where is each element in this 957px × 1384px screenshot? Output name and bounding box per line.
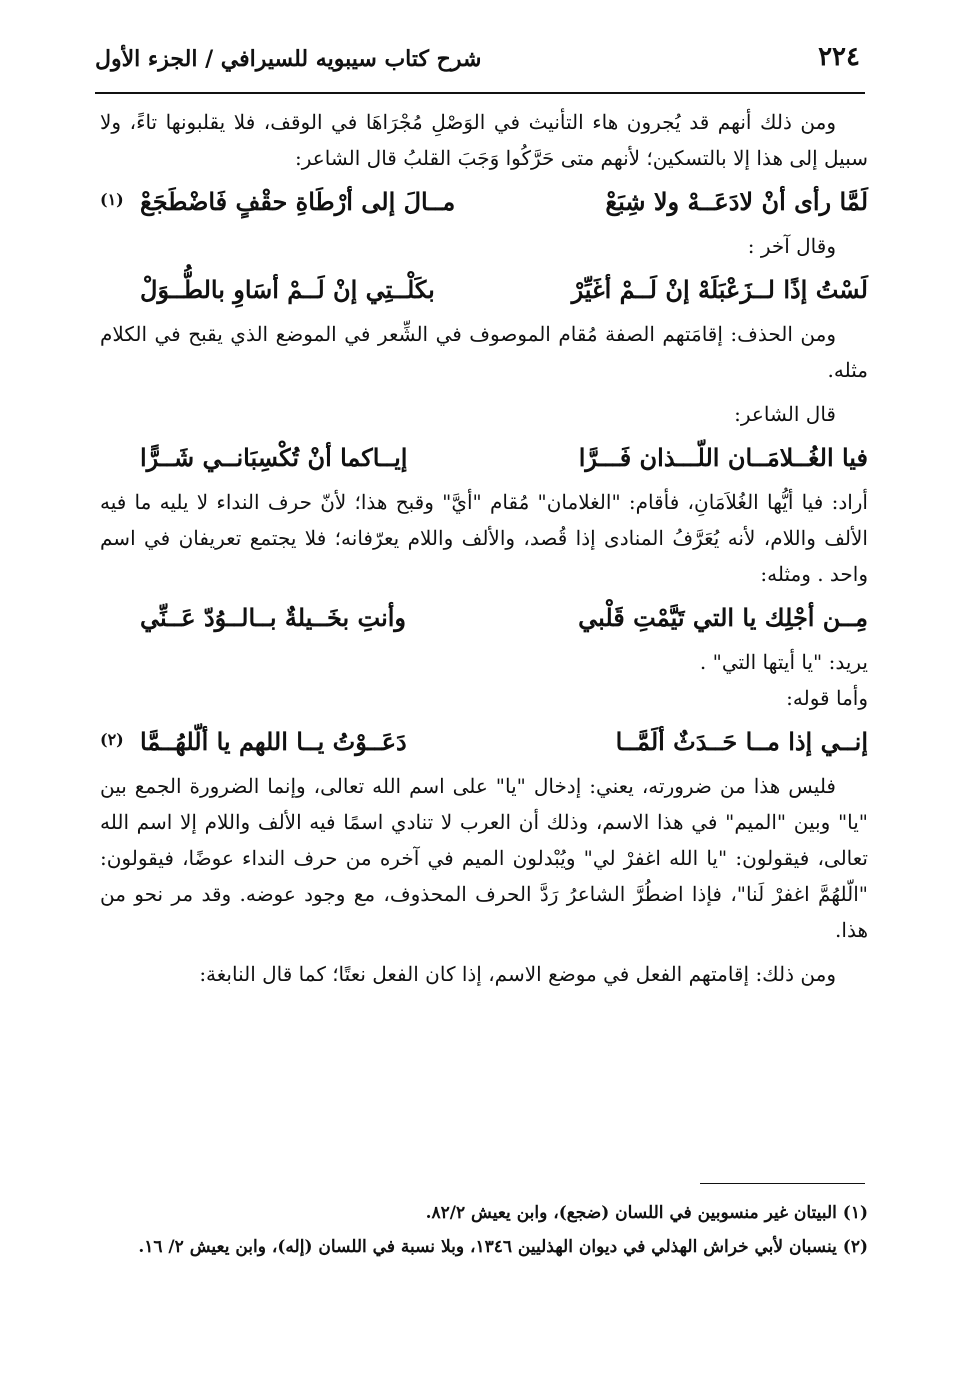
verse-2-hemistich-1: لَسْتُ إذًا لــزَعْبَلَهْ إنْ لَــمْ أغَيِّرْ xyxy=(571,275,868,304)
main-text xyxy=(100,104,868,992)
footnote-ref-2: (٢) xyxy=(100,730,124,749)
verse-5 xyxy=(100,716,868,768)
paragraph-2: وقال آخر : xyxy=(747,234,836,258)
verse-4-hemistich-1: مِــن أجْلِك يا التي تَيَّمْتِ قَلْبي xyxy=(578,603,868,632)
page-header xyxy=(95,36,865,86)
paragraph-8: فليس هذا من ضرورته، يعني: إدخال "يا" على اسم الله تعالى، وإنما الضرورة الجمع بين "يا" وبين "الميم" في هذا الاسم، وذلك أن العرب لا تنادي اسمًا فيه الألف واللام إلا اسم الله تعالى، فيقولون: "يا الله اغفرْ لي" ويُبْدلون الميم في آخره من حرف النداء عوضًا، فيقولون: "الّلهُمَّ اغفرْ لَنا"، فإذا اضطُرَّ الشاعرُ رَدَّ الحرف المحذوف، مع وجود عوضه. وقد مر نحو من هذا. xyxy=(100,774,868,942)
footnotes xyxy=(100,1196,868,1264)
paragraph-4: قال الشاعر: xyxy=(734,402,836,426)
paragraph-3: ومن الحذف: إقامَتهم الصفة مُقام الموصوف في الشِّعر في الموضع الذي يقبح في الكلام مثله. xyxy=(100,322,868,382)
verse-1-hemistich-2: مــالَ إلى أرْطَاةِ حقْفٍ فَاضْطَجَعْ xyxy=(140,187,456,216)
verse-2-hemistich-2: بكَلْــتِي إنْ لَــمْ أسَاوِ بالطُّــوَلْ xyxy=(140,275,435,304)
verse-2 xyxy=(100,264,868,316)
verse-4 xyxy=(100,592,868,644)
verse-3-hemistich-1: فيا الغُــلامَــان اللّـــذان فَـــرَّا xyxy=(578,443,868,472)
verse-4-hemistich-2: وأنتِ بخَــيلةٌ بــالــوُدّ عَــنِّي xyxy=(140,603,407,632)
running-title: شرح كتاب سيبويه للسيرافي / الجزء الأول xyxy=(95,46,482,72)
footnote-rule xyxy=(700,1183,865,1184)
paragraph-6: يريد: "يا أيتها التي" . xyxy=(699,650,868,674)
paragraph-7: وأما قوله: xyxy=(786,686,868,710)
footnote-ref-1: (١) xyxy=(100,190,124,209)
verse-1 xyxy=(100,176,868,228)
paragraph-1: ومن ذلك أنهم قد يُجرون هاء التأنيث في الوَصْلِ مُجْرَاهَا في الوقف، فلا يقلبونها تاءً، ولا سبيل إلى هذا إلا بالتسكين؛ لأنهم متى حَرَّكُوا وَجَبَ القلبُ قال الشاعر: xyxy=(100,110,868,170)
verse-1-hemistich-1: لَمَّا رأى أنْ لادَعَــهْ ولا شِبَعْ xyxy=(605,187,868,216)
verse-5-hemistich-2: دَعَــوْتُ يــا اللهم يا ألّلهُــمَّا xyxy=(140,727,407,756)
header-rule xyxy=(95,92,865,94)
footnote-1: (١) البيتان غير منسوبين في اللسان (ضجع)، وابن يعيش ٨٢/٢. xyxy=(425,1203,868,1223)
verse-3 xyxy=(100,432,868,484)
footnote-2: (٢) ينسبان لأبي خراش الهذلي في ديوان الهذليين ١٣٤٦، وبلا نسبة في اللسان (إله)، وابن يعيش ٢/ ١٦. xyxy=(138,1237,868,1257)
paragraph-5: أراد: فيا أيُّها الغُلاَمَانِ، فأقام: "الغلامان" مُقام "أيَّ" وقبح هذا؛ لأنّ حرف النداء لا يليه ما فيه الألف واللام، لأنه يُعَرَّفُ المنادى إذا قُصد، والألف واللام يعرّفانه؛ فلا يجتمع تعريفان في اسم واحد . ومثله: xyxy=(100,490,868,586)
page-number: ٢٢٤ xyxy=(818,42,860,72)
paragraph-9: ومن ذلك: إقامتهم الفعل في موضع الاسم، إذا كان الفعل نعتًا؛ كما قال النابغة: xyxy=(199,962,836,986)
verse-5-hemistich-1: إنــي إذا مــا حَــدَثٌ ألَمَّــا xyxy=(615,727,868,756)
verse-3-hemistich-2: إيــاكما أنْ تُكْسِبَانــي شَــرًّا xyxy=(140,443,408,472)
